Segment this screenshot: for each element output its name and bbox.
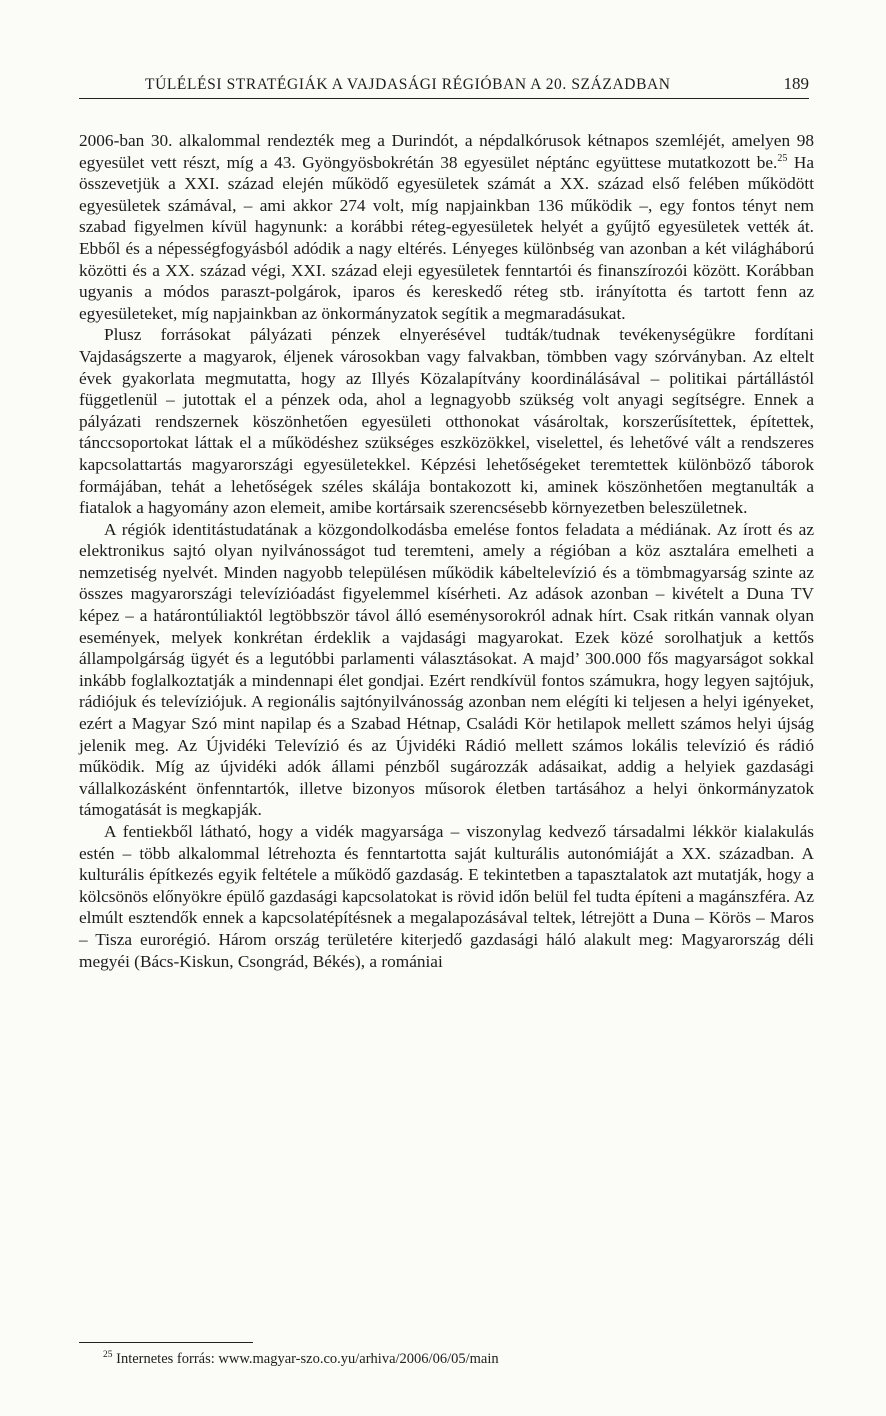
paragraph-1-part-b: Ha összevetjük a XXI. század elején működő egyesületek számát a XX. század első felében működött egyesületek számával, – ami akkor 274 volt, míg napjainkban 136 működik –, egy fontos tényt nem szabad figyelmen kívül hagynunk: a korábbi réteg-egyesületek helyét a gyűjtő egyesületek vették át. Ebből és a népességfogyásból adódik a nagy eltérés. Lényeges különbség van azonban a két világháború közötti és a XX. század végi, XXI. század eleji egyesületek fenntartói és finanszírozói között. Korábban ugyanis a módos paraszt-polgárok, iparos és kereskedő réteg stb. irányította és tartott fenn az egyesületeket, míg napjainkban az önkormányzatok segítik a megmaradásukat.: [79, 152, 814, 323]
running-title: TÚLÉLÉSI STRATÉGIÁK A VAJDASÁGI RÉGIÓBAN A 20. SZÁZADBAN: [145, 76, 671, 93]
page-number: 189: [783, 74, 809, 93]
paragraph-2: Plusz forrásokat pályázati pénzek elnyerésével tudták/tudnak tevékenységükre fordítani Vajdaságszerte a magyarok, éljenek városokban vagy falvakban, tömbben vagy szórványban. Az eltelt évek gyakorlata megmutatta, hogy az Illyés Közalapítvány koordinálásával – politikai pártállástól függetlenül – jutottak el a pénzek oda, ahol a legnagyobb szükség volt anyagi segítségre. Ennek a pályázati rendszernek köszönhetően egyesületi otthonokat vásároltak, korszerűsítettek, építettek, tánccsoportokat láttak el a működéshez szükséges eszközökkel, viselettel, és lehetővé vált a rendszeres kapcsolattartás magyarországi egyesületekkel. Képzési lehetőségeket teremtettek különböző táborok formájában, tehát a lehetőségek széles skálája bontakozott ki, aminek köszönhetően megtanulták a fiatalok a hagyomány azon elemeit, amibe kortársaik szerencsésebb környezetben beleszületnek.: [79, 325, 814, 518]
paragraph-1: [79, 130, 814, 324]
page-header: [79, 72, 809, 99]
footnote: [103, 1351, 803, 1368]
footnote-text: Internetes forrás: www.magyar-szo.co.yu/arhiva/2006/06/05/main: [112, 1351, 499, 1367]
footnote-number: 25: [103, 1350, 113, 1360]
body-text: [79, 130, 814, 972]
footnote-divider: [79, 1342, 253, 1343]
paragraph-1-part-a: 2006-ban 30. alkalommal rendezték meg a Durindót, a népdalkórusok kétnapos szemléjét, amelyen 98 egyesület vett részt, míg a 43. Gyöngyösbokrétán 38 egyesület néptánc együttese mutatkozott be.: [79, 131, 814, 172]
footnote-reference: 25: [777, 152, 788, 164]
paragraph-4: A fentiekből látható, hogy a vidék magyarsága – viszonylag kedvező társadalmi lékkör kialakulás estén – több alkalommal létrehozta és fenntartotta saját kulturális autonómiáját a XX. században. A kulturális építkezés egyik feltétele a működő gazdaság. E tekintetben a tapasztalatok azt mutatják, hogy a kölcsönös előnyökre épülő gazdasági kapcsolatokat is rövid időn belül fel tudta építeni a magánszféra. Az elmúlt esztendők ennek a kapcsolatépítésnek a megalapozásával teltek, létrejött a Duna – Körös – Maros – Tisza eurorégió. Három ország területére kiterjedő gazdasági háló alakult meg: Magyarország déli megyéi (Bács-Kiskun, Csongrád, Békés), a romániai: [79, 822, 814, 971]
paragraph-3: A régiók identitástudatának a közgondolkodásba emelése fontos feladata a médiának. Az írott és az elektronikus sajtó olyan nyilvánosságot tud teremteni, amely a régióban a köz asztalára emelheti a nemzetiség nyelvét. Minden nagyobb településen működik kábeltelevízió és a tömbmagyarság szinte az összes magyarországi televízióadást figyelemmel kísérheti. Az adások azonban – kivételt a Duna TV képez – a határontúliaktól legtöbbször távol álló eseménysorokról adnak hírt. Csak ritkán vannak olyan események, melyek konkrétan érdeklik a vajdasági magyarokat. Ezek közé sorolhatjuk a kettős állampolgárság ügyét és a legutóbbi parlamenti választásokat. A majd’ 300.000 fős magyarságot sokkal inkább foglalkoztatják a mindennapi élet gondjai. Ezért rendkívül fontos számukra, hogy legyen sajtójuk, rádiójuk és televíziójuk. A regionális sajtónyilvánosság azonban nem elégíti ki teljesen a helyi igényeket, ezért a Magyar Szó mint napilap és a Szabad Hétnap, Családi Kör hetilapok mellett számos helyi újság jelenik meg. Az Újvidéki Televízió és az Újvidéki Rádió mellett számos lokális televízió és rádió működik. Míg az újvidéki adók állami pénzből sugározzák adásaikat, addig a helyiek gazdasági vállalkozásként önfenntartók, illetve bizonyos műsorok életben tartásához a helyi önkormányzatok támogatását is megkapják.: [79, 519, 814, 820]
